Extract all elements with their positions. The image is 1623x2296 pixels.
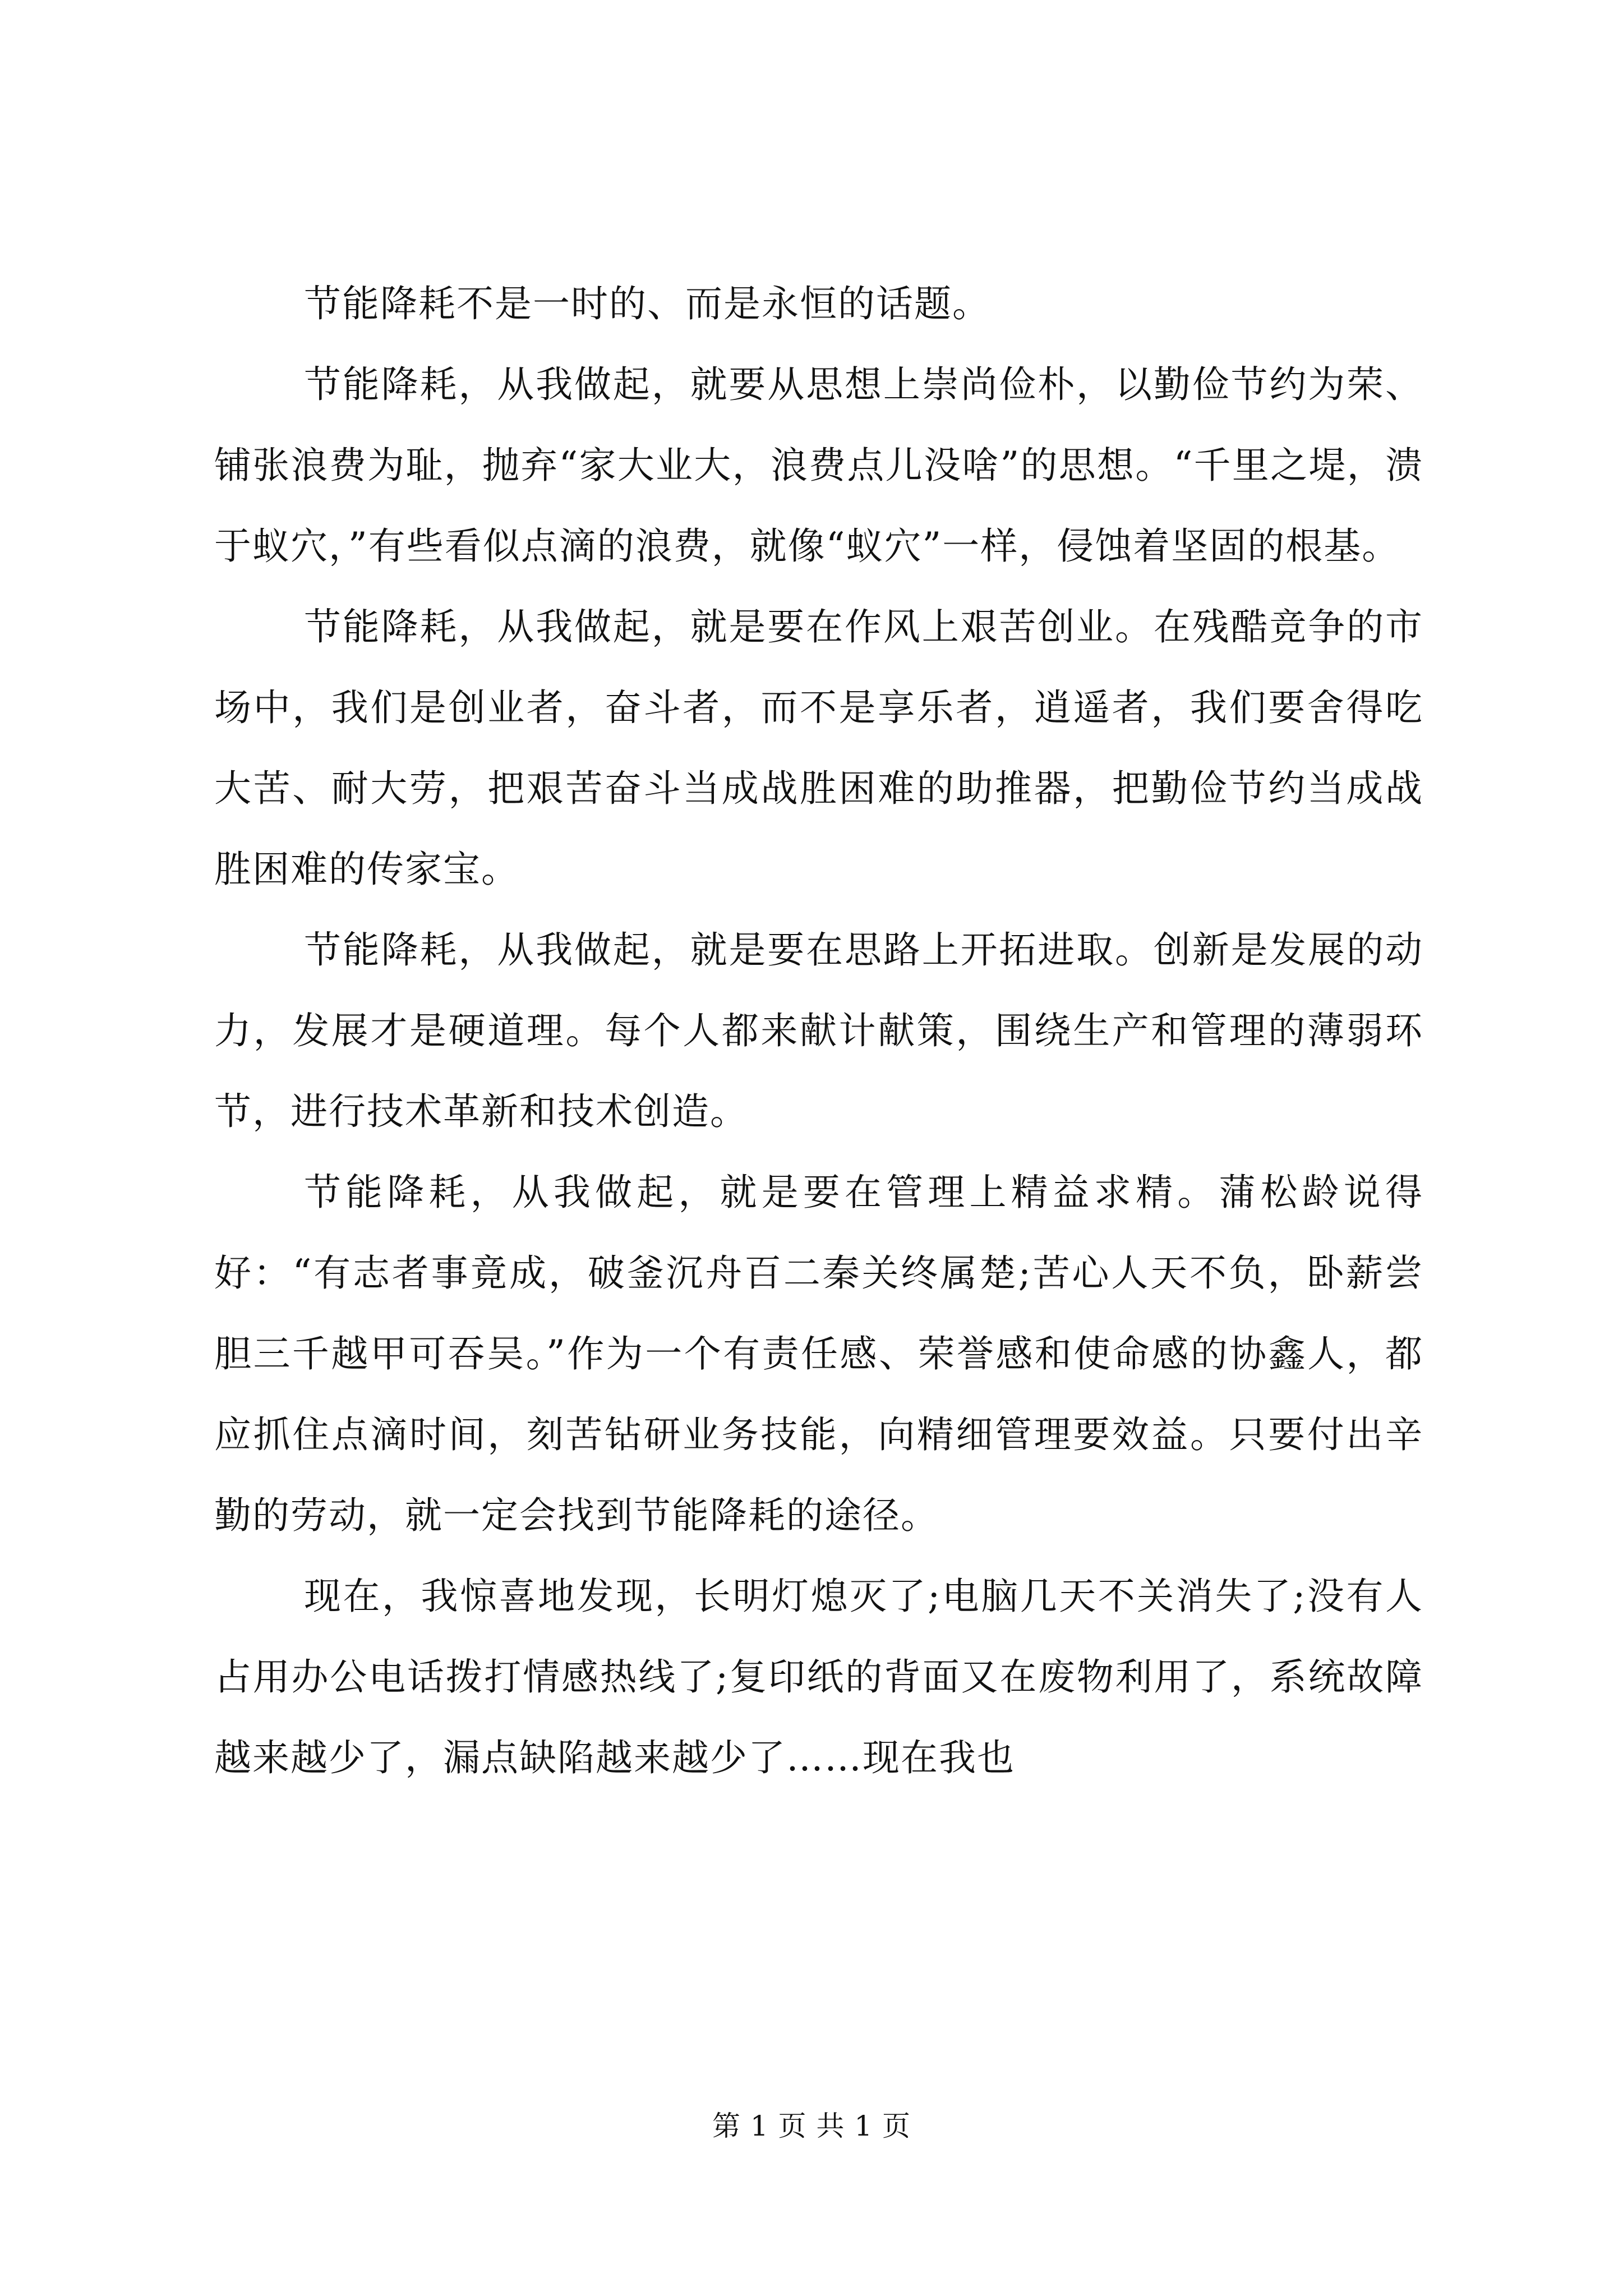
paragraph-6: 现在，我惊喜地发现，长明灯熄灭了;电脑几天不关消失了;没有人占用办公电话拨打情感热线了;复印纸的背面又在废物利用了，系统故障越来越少了，漏点缺陷越来越少了……现在我也: [214, 1575, 1423, 1779]
paragraph-2: 节能降耗，从我做起，就要从思想上崇尚俭朴，以勤俭节约为荣、铺张浪费为耻，抛弃“家大业大，浪费点儿没啥”的思想。“千里之堤，溃于蚁穴，”有些看似点滴的浪费，就像“蚁穴”一样，侵蚀着坚固的根基。: [214, 363, 1423, 568]
paragraph-3: 节能降耗，从我做起，就是要在作风上艰苦创业。在残酷竞争的市场中，我们是创业者，奋斗者，而不是享乐者，逍遥者，我们要舍得吃大苦、耐大劳，把艰苦奋斗当成战胜困难的助推器，把勤俭节约当成战胜困难的传家宝。: [214, 605, 1423, 891]
document-body: [214, 264, 1423, 1798]
paragraph-4: 节能降耗，从我做起，就是要在思路上开拓进取。创新是发展的动力，发展才是硬道理。每个人都来献计献策，围绕生产和管理的薄弱环节，进行技术革新和技术创造。: [214, 928, 1423, 1133]
paragraph-5: 节能降耗，从我做起，就是要在管理上精益求精。蒲松龄说得好：“有志者事竟成，破釜沉舟百二秦关终属楚;苦心人天不负，卧薪尝胆三千越甲可吞吴。”作为一个有责任感、荣誉感和使命感的协鑫人，都应抓住点滴时间，刻苦钻研业务技能，向精细管理要效益。只要付出辛勤的劳动，就一定会找到节能降耗的途径。: [214, 1171, 1423, 1537]
page-number-label: 第 1 页 共 1 页: [712, 2110, 911, 2142]
paragraph-1: 节能降耗不是一时的、而是永恒的话题。: [304, 282, 990, 325]
page-footer: [0, 2106, 1623, 2146]
